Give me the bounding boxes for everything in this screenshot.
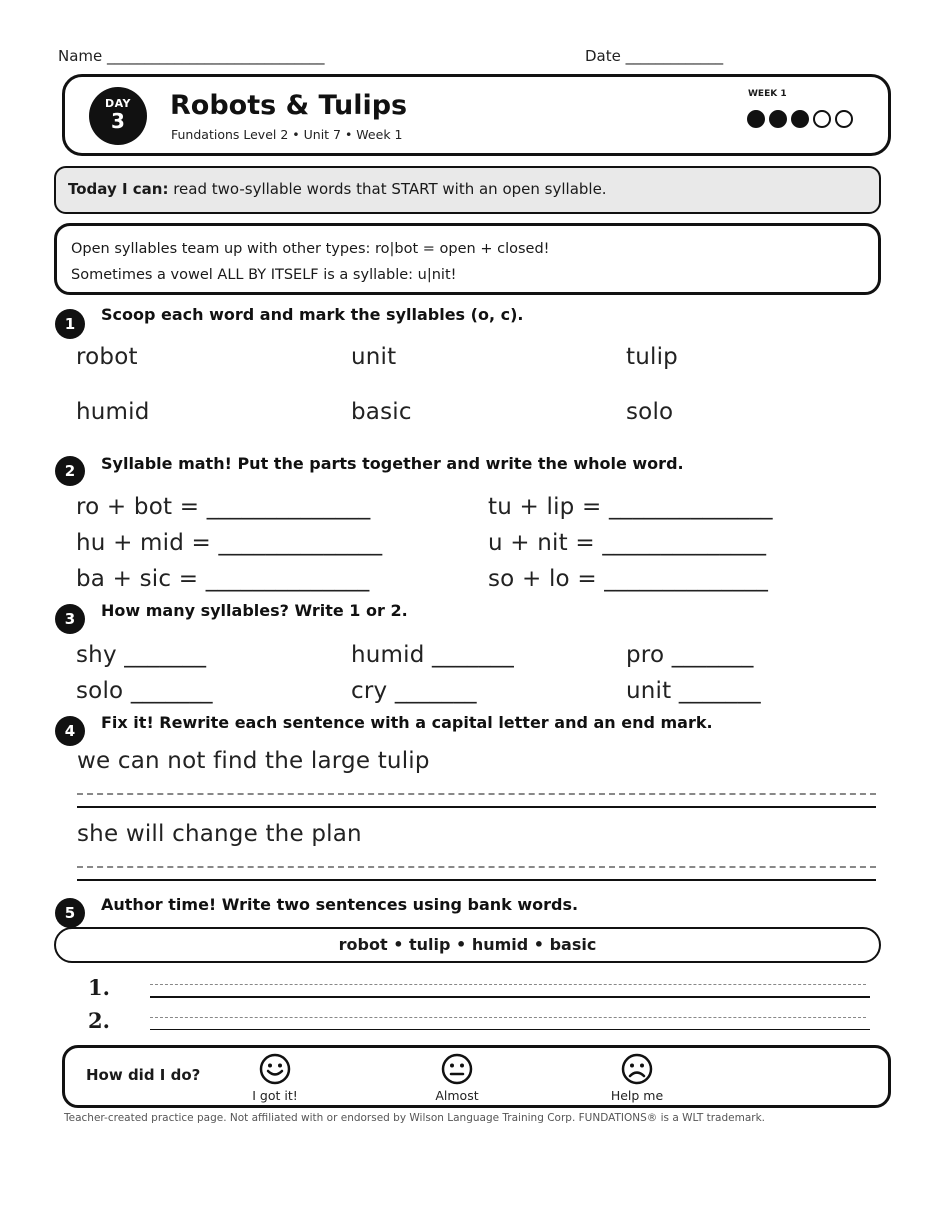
fix-it-sentence: she will change the plan: [77, 821, 362, 847]
progress-dot-filled: [769, 110, 787, 128]
syllable-count-item: cry _______: [351, 678, 477, 704]
reflection-option-label: Almost: [435, 1088, 479, 1103]
syllable-math-problem: hu + mid = ______________: [76, 530, 383, 556]
section-1-number: 1: [55, 309, 85, 339]
writing-base-line: [150, 996, 870, 998]
syllable-count-item: pro _______: [626, 642, 754, 668]
progress-dot-filled: [791, 110, 809, 128]
word-bank: [54, 927, 881, 963]
section-2-number: 2: [55, 456, 85, 486]
section-1-instruction: Scoop each word and mark the syllables (o, c).: [101, 305, 524, 324]
syllable-math-problem: ba + sic = ______________: [76, 566, 370, 592]
name-field-label: Name _____________________________: [58, 47, 325, 65]
day-number: 3: [111, 109, 125, 133]
reflection-option-label: I got it!: [252, 1088, 298, 1103]
sentence-line-number: 1.: [88, 975, 110, 1000]
scoop-word: tulip: [626, 344, 678, 370]
syllable-count-item: unit _______: [626, 678, 761, 704]
progress-dot-empty: [835, 110, 853, 128]
scoop-word: robot: [76, 344, 138, 370]
date-field-label: Date _____________: [585, 47, 724, 65]
writing-guide-line: [77, 793, 876, 795]
footer-disclaimer: Teacher-created practice page. Not affiliated with or endorsed by Wilson Language Training Corp. FUNDATIONS® is a WLT trademark.: [64, 1112, 766, 1124]
writing-base-line: [77, 806, 876, 808]
section-3-number: 3: [55, 604, 85, 634]
writing-base-line: [150, 1029, 870, 1030]
scoop-word: humid: [76, 399, 150, 425]
frown-face-icon[interactable]: [621, 1053, 653, 1089]
syllable-math-problem: so + lo = ______________: [488, 566, 769, 592]
learning-goal-box: [54, 166, 881, 214]
rule-box: [54, 223, 881, 295]
week-label: WEEK 1: [748, 89, 787, 99]
section-5-number: 5: [55, 898, 85, 928]
section-4-instruction: Fix it! Rewrite each sentence with a capital letter and an end mark.: [101, 713, 713, 732]
progress-dot-filled: [747, 110, 765, 128]
reflection-option-label: Help me: [610, 1088, 664, 1103]
week-progress-dots: [747, 110, 853, 128]
section-3-instruction: How many syllables? Write 1 or 2.: [101, 601, 408, 620]
learning-goal-text: read two-syllable words that START with an open syllable.: [168, 180, 607, 198]
learning-goal-lead: Today I can:: [68, 180, 169, 198]
syllable-math-problem: u + nit = ______________: [488, 530, 767, 556]
rule-line-1: Open syllables team up with other types: ro|bot = open + closed!: [71, 241, 550, 257]
day-badge: [89, 87, 147, 145]
writing-guide-line: [150, 1017, 866, 1018]
writing-base-line: [77, 879, 876, 881]
scoop-word: basic: [351, 399, 412, 425]
syllable-math-problem: ro + bot = ______________: [76, 494, 371, 520]
section-4-number: 4: [55, 716, 85, 746]
syllable-count-item: solo _______: [76, 678, 213, 704]
section-2-instruction: Syllable math! Put the parts together and write the whole word.: [101, 454, 684, 473]
sentence-line-number: 2.: [88, 1008, 110, 1033]
word-bank-text: robot • tulip • humid • basic: [338, 935, 597, 954]
scoop-word: unit: [351, 344, 397, 370]
writing-guide-line: [150, 984, 866, 985]
smile-face-icon[interactable]: [259, 1053, 291, 1089]
page-title: Robots & Tulips: [170, 90, 408, 121]
section-5-instruction: Author time! Write two sentences using bank words.: [101, 895, 579, 914]
writing-guide-line: [77, 866, 876, 868]
syllable-count-item: shy _______: [76, 642, 207, 668]
day-label: DAY: [104, 97, 132, 110]
reflection-question: How did I do?: [86, 1066, 201, 1084]
fix-it-sentence: we can not find the large tulip: [77, 748, 430, 774]
neutral-face-icon[interactable]: [441, 1053, 473, 1089]
syllable-math-problem: tu + lip = ______________: [488, 494, 773, 520]
syllable-count-item: humid _______: [351, 642, 514, 668]
progress-dot-empty: [813, 110, 831, 128]
rule-line-2: Sometimes a vowel ALL BY ITSELF is a syllable: u|nit!: [71, 267, 457, 283]
page-subtitle: Fundations Level 2 • Unit 7 • Week 1: [171, 127, 403, 142]
scoop-word: solo: [626, 399, 674, 425]
